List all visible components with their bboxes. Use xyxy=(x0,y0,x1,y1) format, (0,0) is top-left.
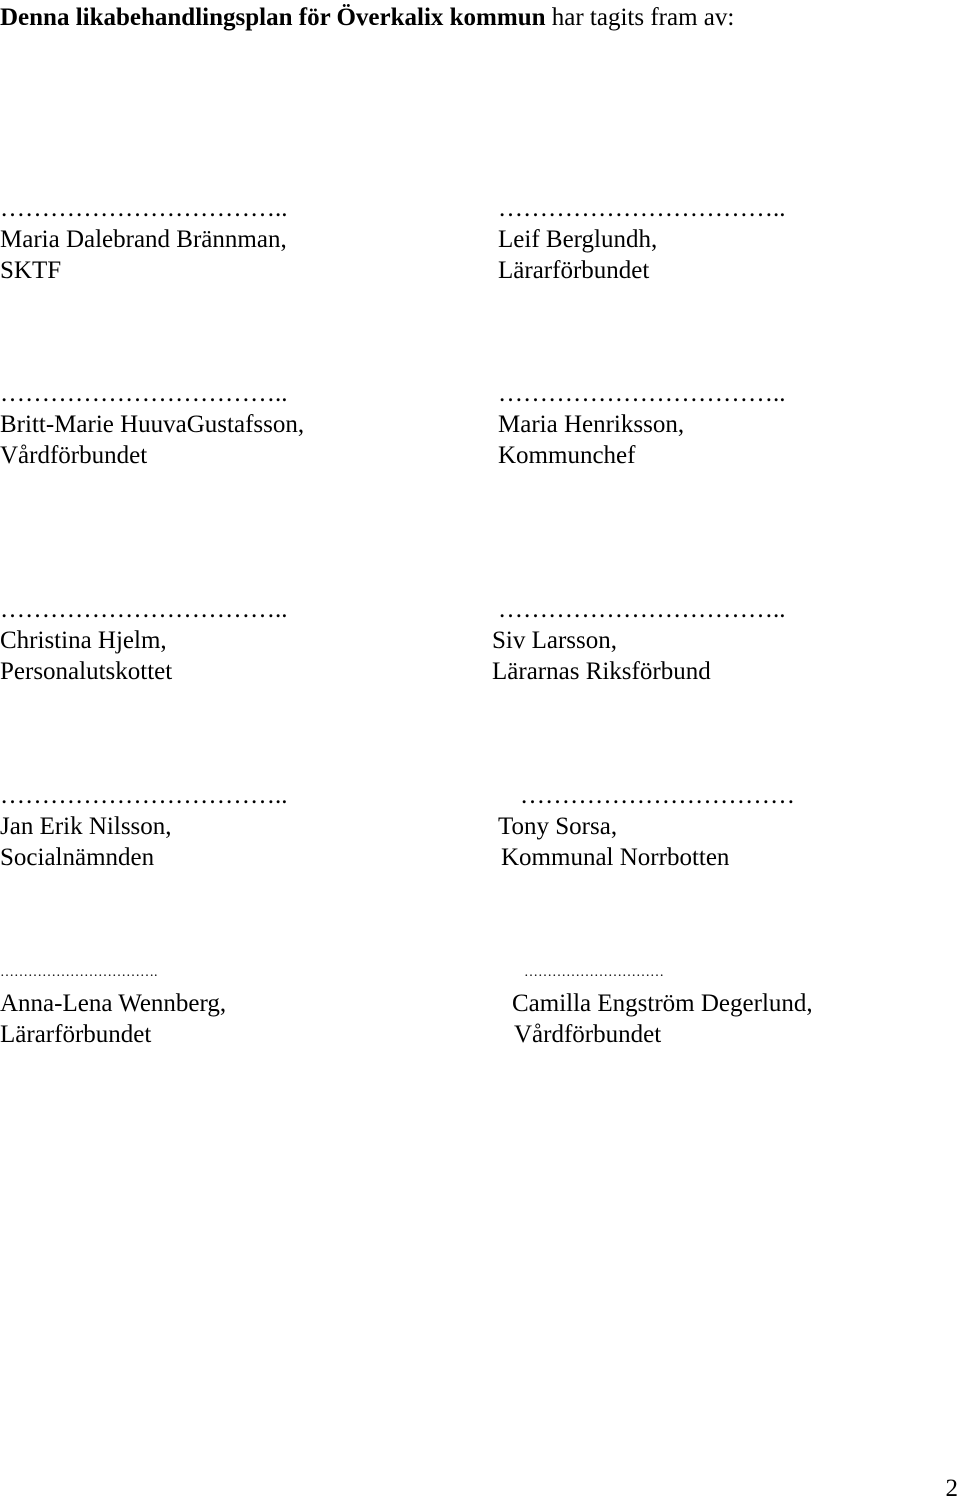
signature-block xyxy=(0,957,226,1050)
signature-block xyxy=(498,193,786,286)
signature-line: ………………………… xyxy=(524,965,664,980)
signatory-name: Leif Berglundh, xyxy=(498,226,658,253)
signatory-name: Britt-Marie HuuvaGustafsson, xyxy=(0,411,305,438)
signatory-name: Maria Henriksson, xyxy=(498,411,685,438)
signature-block xyxy=(0,378,304,471)
signature-block xyxy=(498,780,795,873)
signature-line: …………………………… xyxy=(520,782,795,809)
signatory-name: Anna-Lena Wennberg, xyxy=(0,990,227,1017)
signatory-organization: Lärarförbundet xyxy=(498,257,650,284)
heading-bold-text: Denna likabehandlingsplan för Överkalix kommun xyxy=(0,4,546,31)
signatory-organization: SKTF xyxy=(0,257,62,284)
signatory-organization: Kommunal Norrbotten xyxy=(501,844,730,871)
signatory-name: Camilla Engström Degerlund, xyxy=(512,990,813,1017)
signature-line: …………………………….. xyxy=(0,596,288,623)
signature-block xyxy=(0,780,288,873)
signature-line: …………………………….. xyxy=(0,380,288,407)
signature-line: …………………………….. xyxy=(498,380,786,407)
signatory-organization: Personalutskottet xyxy=(0,658,173,685)
signature-block xyxy=(512,957,813,1050)
signatory-name: Jan Erik Nilsson, xyxy=(0,813,172,840)
signature-block xyxy=(0,193,288,286)
signatory-organization: Socialnämnden xyxy=(0,844,155,871)
signature-line: ……………………………. xyxy=(0,965,158,980)
signatory-organization: Vårdförbundet xyxy=(514,1021,662,1048)
signature-block xyxy=(498,378,786,471)
signatory-name: Siv Larsson, xyxy=(492,627,617,654)
signatory-name: Maria Dalebrand Brännman, xyxy=(0,226,287,253)
signatory-organization: Kommunchef xyxy=(498,442,636,469)
signature-line: …………………………….. xyxy=(498,596,786,623)
signatory-organization: Lärarnas Riksförbund xyxy=(492,658,711,685)
signature-block xyxy=(0,594,288,687)
signatory-name: Tony Sorsa, xyxy=(498,813,618,840)
signature-line: …………………………….. xyxy=(0,782,288,809)
heading-normal-text: har tagits fram av: xyxy=(545,4,735,31)
page-number: 2 xyxy=(945,1475,958,1502)
signatory-name: Christina Hjelm, xyxy=(0,627,167,654)
signatory-organization: Vårdförbundet xyxy=(0,442,148,469)
signature-line: …………………………….. xyxy=(498,195,786,222)
signature-block xyxy=(492,594,786,687)
signatory-organization: Lärarförbundet xyxy=(0,1021,152,1048)
page-heading xyxy=(0,2,734,33)
signature-line: …………………………….. xyxy=(0,195,288,222)
